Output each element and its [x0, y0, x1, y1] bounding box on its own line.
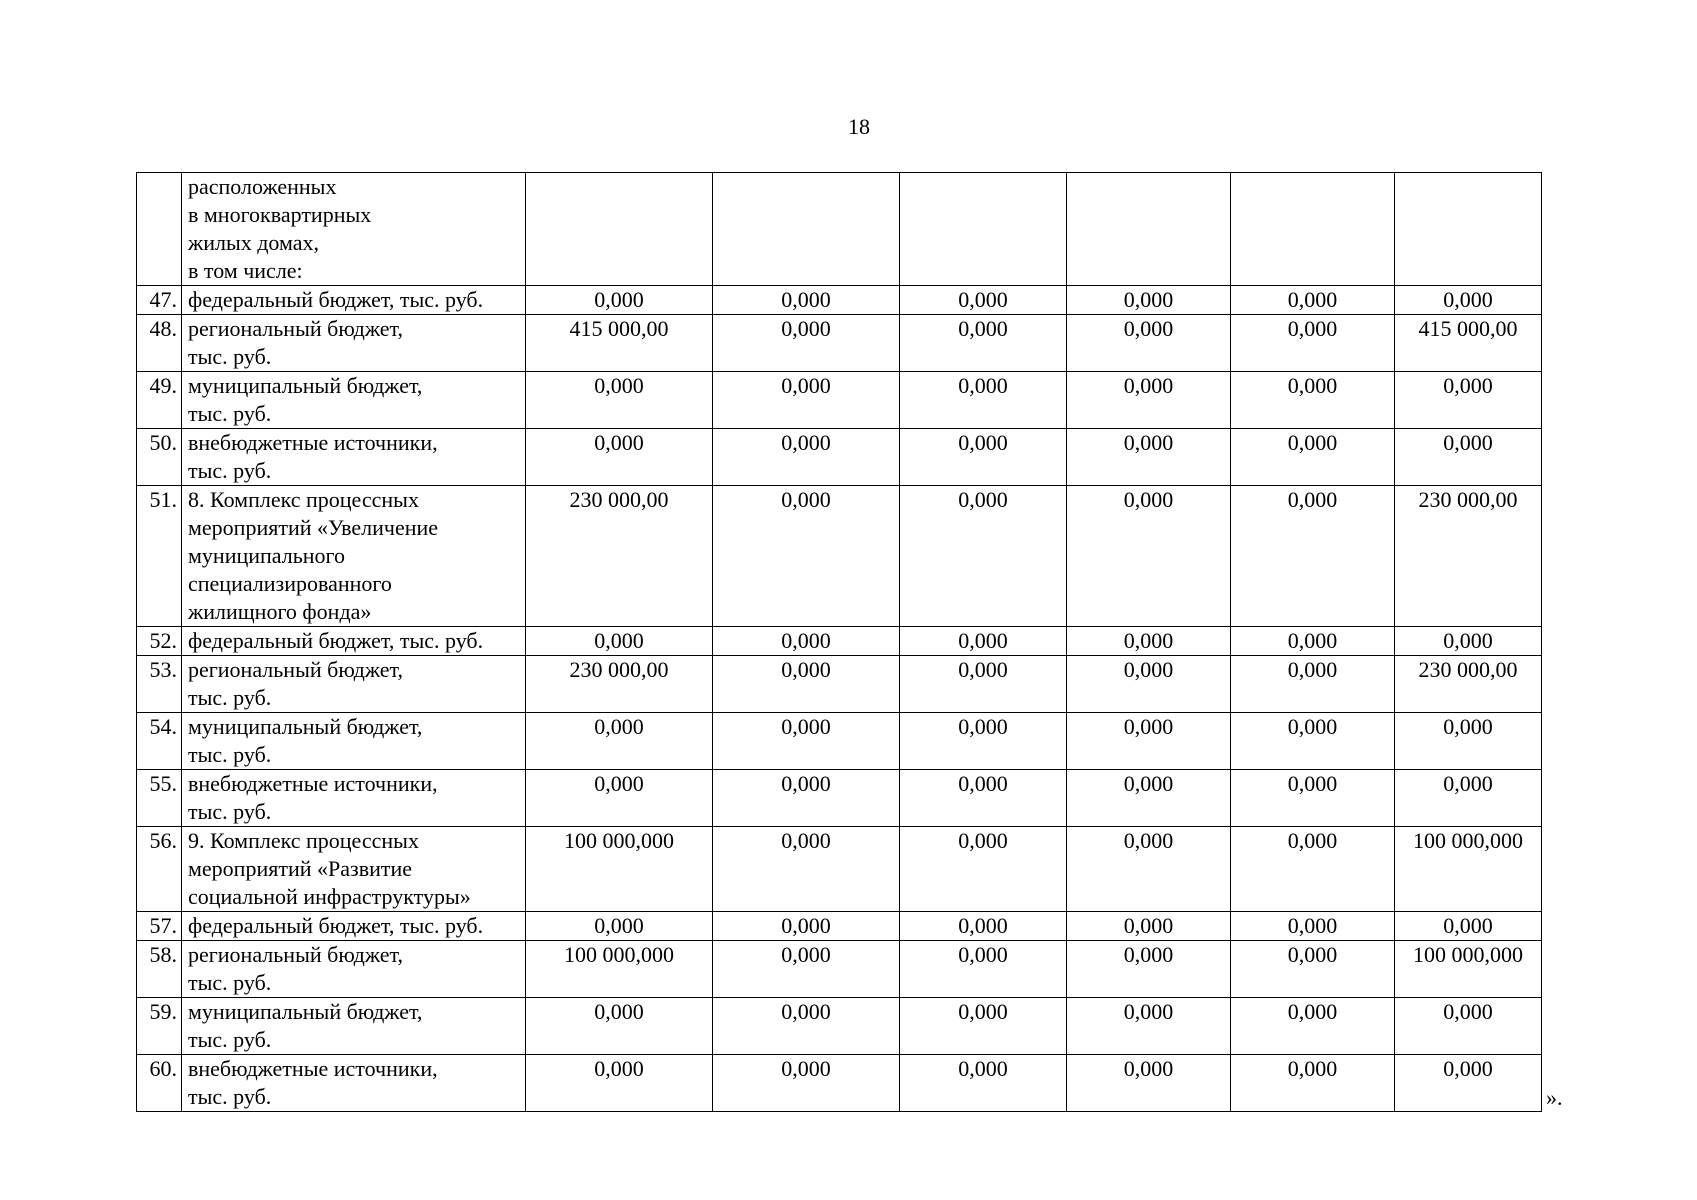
- value-cell: 0,000: [1231, 912, 1395, 941]
- row-label: внебюджетные источники, тыс. руб.: [182, 429, 526, 486]
- row-label: федеральный бюджет, тыс. руб.: [182, 286, 526, 315]
- value-cell: 0,000: [1231, 315, 1395, 372]
- value-cell: 0,000: [900, 941, 1067, 998]
- value-cell: 0,000: [1231, 372, 1395, 429]
- table-row: [137, 998, 1542, 1055]
- value-cell: 0,000: [1231, 941, 1395, 998]
- value-cell: [900, 173, 1067, 286]
- value-cell: 100 000,000: [526, 941, 713, 998]
- closing-quote: ».: [1546, 1085, 1563, 1110]
- value-cell: 0,000: [1231, 656, 1395, 713]
- value-cell: 0,000: [1231, 713, 1395, 770]
- value-cell: 0,000: [900, 286, 1067, 315]
- value-cell: 0,000: [713, 998, 900, 1055]
- value-cell: 0,000: [1231, 998, 1395, 1055]
- row-label: муниципальный бюджет, тыс. руб.: [182, 998, 526, 1055]
- value-cell: 0,000: [1395, 286, 1542, 315]
- value-cell: 0,000: [1395, 429, 1542, 486]
- value-cell: 0,000: [1067, 912, 1231, 941]
- table-row: [137, 486, 1542, 627]
- value-cell: 0,000: [1067, 770, 1231, 827]
- value-cell: 0,000: [713, 713, 900, 770]
- value-cell: 0,000: [1231, 286, 1395, 315]
- table-row: [137, 173, 1542, 286]
- value-cell: 0,000: [1067, 627, 1231, 656]
- row-label: федеральный бюджет, тыс. руб.: [182, 912, 526, 941]
- value-cell: 0,000: [1395, 372, 1542, 429]
- value-cell: [1231, 173, 1395, 286]
- value-cell: 0,000: [1395, 1055, 1542, 1112]
- budget-table-body: [137, 173, 1542, 1112]
- table-row: [137, 315, 1542, 372]
- table-row: [137, 713, 1542, 770]
- value-cell: 0,000: [900, 912, 1067, 941]
- row-number: 54.: [137, 713, 182, 770]
- table-row: [137, 372, 1542, 429]
- value-cell: 0,000: [1231, 486, 1395, 627]
- row-label: региональный бюджет, тыс. руб.: [182, 656, 526, 713]
- row-number: 58.: [137, 941, 182, 998]
- value-cell: 0,000: [526, 912, 713, 941]
- table-row: [137, 627, 1542, 656]
- table-row: [137, 1055, 1542, 1112]
- value-cell: 0,000: [900, 656, 1067, 713]
- value-cell: 0,000: [1231, 770, 1395, 827]
- value-cell: 230 000,00: [526, 486, 713, 627]
- value-cell: 0,000: [900, 1055, 1067, 1112]
- value-cell: 0,000: [713, 912, 900, 941]
- value-cell: 0,000: [900, 627, 1067, 656]
- value-cell: 0,000: [713, 827, 900, 912]
- table-row: [137, 827, 1542, 912]
- value-cell: 230 000,00: [526, 656, 713, 713]
- value-cell: 0,000: [526, 627, 713, 656]
- value-cell: 0,000: [900, 998, 1067, 1055]
- value-cell: 0,000: [1067, 429, 1231, 486]
- value-cell: 0,000: [526, 429, 713, 486]
- value-cell: 0,000: [1067, 372, 1231, 429]
- value-cell: 0,000: [1067, 827, 1231, 912]
- row-number: 48.: [137, 315, 182, 372]
- value-cell: 415 000,00: [1395, 315, 1542, 372]
- value-cell: 0,000: [526, 998, 713, 1055]
- value-cell: 0,000: [1067, 998, 1231, 1055]
- row-label: внебюджетные источники, тыс. руб.: [182, 1055, 526, 1112]
- value-cell: 0,000: [1067, 1055, 1231, 1112]
- value-cell: 0,000: [1067, 286, 1231, 315]
- value-cell: 0,000: [900, 827, 1067, 912]
- row-number: 56.: [137, 827, 182, 912]
- row-number: 59.: [137, 998, 182, 1055]
- value-cell: [1067, 173, 1231, 286]
- value-cell: 0,000: [713, 486, 900, 627]
- value-cell: 0,000: [900, 372, 1067, 429]
- row-label: 9. Комплекс процессных мероприятий «Развитие социальной инфраструктуры»: [182, 827, 526, 912]
- value-cell: 0,000: [1231, 429, 1395, 486]
- row-number: 50.: [137, 429, 182, 486]
- value-cell: [713, 173, 900, 286]
- value-cell: 0,000: [900, 713, 1067, 770]
- value-cell: 0,000: [713, 627, 900, 656]
- value-cell: 0,000: [713, 315, 900, 372]
- value-cell: 0,000: [900, 770, 1067, 827]
- value-cell: 0,000: [713, 941, 900, 998]
- value-cell: 0,000: [1067, 656, 1231, 713]
- value-cell: 0,000: [1395, 912, 1542, 941]
- row-number: [137, 173, 182, 286]
- value-cell: 0,000: [900, 315, 1067, 372]
- value-cell: [526, 173, 713, 286]
- value-cell: 0,000: [1395, 713, 1542, 770]
- row-number: 57.: [137, 912, 182, 941]
- value-cell: 230 000,00: [1395, 486, 1542, 627]
- row-number: 49.: [137, 372, 182, 429]
- value-cell: 0,000: [713, 770, 900, 827]
- row-label: муниципальный бюджет, тыс. руб.: [182, 372, 526, 429]
- value-cell: 0,000: [1395, 998, 1542, 1055]
- value-cell: 0,000: [1231, 1055, 1395, 1112]
- value-cell: 0,000: [526, 713, 713, 770]
- value-cell: 100 000,000: [1395, 827, 1542, 912]
- table-row: [137, 286, 1542, 315]
- row-number: 47.: [137, 286, 182, 315]
- table-row: [137, 941, 1542, 998]
- value-cell: 0,000: [1231, 627, 1395, 656]
- value-cell: 0,000: [713, 429, 900, 486]
- row-label: внебюджетные источники, тыс. руб.: [182, 770, 526, 827]
- value-cell: 0,000: [713, 1055, 900, 1112]
- value-cell: 0,000: [713, 286, 900, 315]
- row-number: 53.: [137, 656, 182, 713]
- value-cell: 100 000,000: [526, 827, 713, 912]
- value-cell: 415 000,00: [526, 315, 713, 372]
- value-cell: 0,000: [1067, 486, 1231, 627]
- value-cell: 0,000: [1067, 315, 1231, 372]
- value-cell: 0,000: [526, 770, 713, 827]
- value-cell: 0,000: [713, 656, 900, 713]
- value-cell: 230 000,00: [1395, 656, 1542, 713]
- row-label: расположенных в многоквартирных жилых домах, в том числе:: [182, 173, 526, 286]
- row-label: региональный бюджет, тыс. руб.: [182, 315, 526, 372]
- value-cell: 0,000: [1395, 627, 1542, 656]
- table-row: [137, 656, 1542, 713]
- value-cell: [1395, 173, 1542, 286]
- value-cell: 0,000: [526, 372, 713, 429]
- value-cell: 0,000: [1067, 941, 1231, 998]
- budget-table: [136, 172, 1542, 1112]
- value-cell: 0,000: [1231, 827, 1395, 912]
- row-number: 52.: [137, 627, 182, 656]
- row-label: муниципальный бюджет, тыс. руб.: [182, 713, 526, 770]
- value-cell: 0,000: [900, 429, 1067, 486]
- row-label: федеральный бюджет, тыс. руб.: [182, 627, 526, 656]
- row-number: 60.: [137, 1055, 182, 1112]
- row-number: 51.: [137, 486, 182, 627]
- row-label: 8. Комплекс процессных мероприятий «Увеличение муниципального специализированного жилищного фонда»: [182, 486, 526, 627]
- value-cell: 0,000: [713, 372, 900, 429]
- row-label: региональный бюджет, тыс. руб.: [182, 941, 526, 998]
- value-cell: 0,000: [526, 286, 713, 315]
- value-cell: 100 000,000: [1395, 941, 1542, 998]
- table-row: [137, 429, 1542, 486]
- table-row: [137, 912, 1542, 941]
- table-row: [137, 770, 1542, 827]
- value-cell: 0,000: [1067, 713, 1231, 770]
- page-number: 18: [848, 114, 870, 139]
- value-cell: 0,000: [900, 486, 1067, 627]
- value-cell: 0,000: [526, 1055, 713, 1112]
- value-cell: 0,000: [1395, 770, 1542, 827]
- row-number: 55.: [137, 770, 182, 827]
